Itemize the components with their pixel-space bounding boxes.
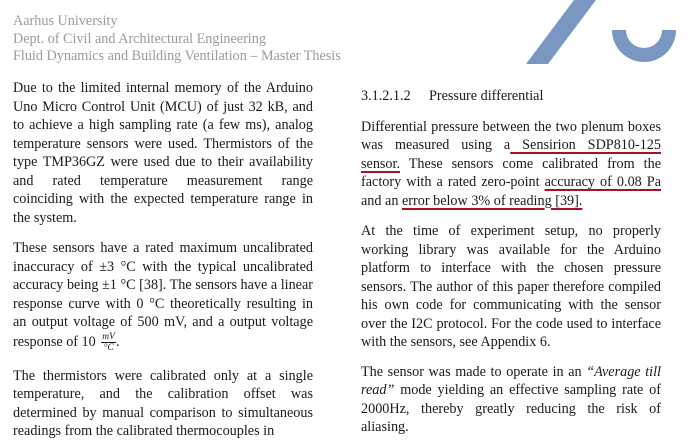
paragraph-pressure-sensor bbox=[361, 118, 661, 211]
left-column bbox=[13, 79, 313, 441]
unit-fraction bbox=[101, 332, 116, 353]
paragraph-calibration: The thermistors were calibrated only at a single temperature, and the calibration offset was determined by manual comparison to simultaneous readings from the calibrated thermocouples in bbox=[13, 367, 313, 439]
fraction-numerator: mV bbox=[102, 331, 115, 342]
logo-arc-shape bbox=[612, 30, 676, 62]
fraction-denominator: °C bbox=[103, 342, 114, 353]
sampling-text-a: The sensor was made to operate in an bbox=[361, 363, 587, 380]
pressure-text-b: These sensors come calibrated from the factory with a rated zero-point bbox=[361, 155, 661, 190]
paragraph-sampling-mode bbox=[361, 363, 661, 437]
section-title: Pressure differential bbox=[429, 88, 544, 104]
sensor-model-link[interactable]: Sensirion SDP810-125 sensor. bbox=[361, 137, 661, 172]
accuracy-text: These sensors have a rated maximum uncalibrated inaccuracy of ±3 °C with the typical uncalibrated accuracy being ±1 °C [38]. The sensors have a linear response curve with 0 °C theoretically resulting in an output voltage of 500 mV, and a output voltage response of 10 bbox=[13, 240, 313, 350]
pressure-text-c: and an bbox=[361, 192, 402, 209]
accuracy-text-end: . bbox=[115, 333, 120, 350]
section-heading bbox=[361, 79, 661, 106]
header-thesis-title: Fluid Dynamics and Building Ventilation – Master Thesis bbox=[13, 48, 341, 65]
document-header bbox=[13, 13, 341, 66]
aarhus-university-logo bbox=[520, 0, 690, 68]
pressure-text-a: Differential pressure between the two plenum boxes was measured using a bbox=[361, 118, 661, 153]
sampling-mode-name: “Average till read” bbox=[361, 363, 661, 398]
header-department: Dept. of Civil and Architectural Engineering bbox=[13, 30, 266, 47]
paragraph-sensor-accuracy bbox=[13, 239, 313, 353]
logo-slash-shape bbox=[526, 0, 596, 64]
paragraph-library: At the time of experiment setup, no properly working library was available for the Arduino platform to interface with the chosen pressure sensors. The author of this paper therefore compiled his own code for communicating with the sensor over the I2C protocol. For the code used to interface with the sensors, see Appendix 6. bbox=[361, 223, 661, 350]
sampling-text-b: mode yielding an effective sampling rate of 2000Hz, thereby greatly reducing the risk of aliasing. bbox=[361, 382, 661, 435]
accuracy-link[interactable]: accuracy of 0.08 Pa bbox=[544, 174, 661, 190]
right-column bbox=[361, 79, 661, 437]
section-number: 3.1.2.1.2 bbox=[361, 88, 411, 104]
error-link[interactable]: error below 3% of reading [39]. bbox=[401, 192, 583, 209]
paragraph-temperature-sensors: Due to the limited internal memory of the Arduino Uno Micro Control Unit (MCU) of just 32 kB, and to achieve a high sampling rate (a few ms), analog temperature sensors were used. Thermistors of the type TMP36GZ were used due to their availability and rated temperature measurement range coinciding with the expected temperature range in the system. bbox=[13, 80, 313, 226]
header-university: Aarhus University bbox=[13, 13, 118, 29]
